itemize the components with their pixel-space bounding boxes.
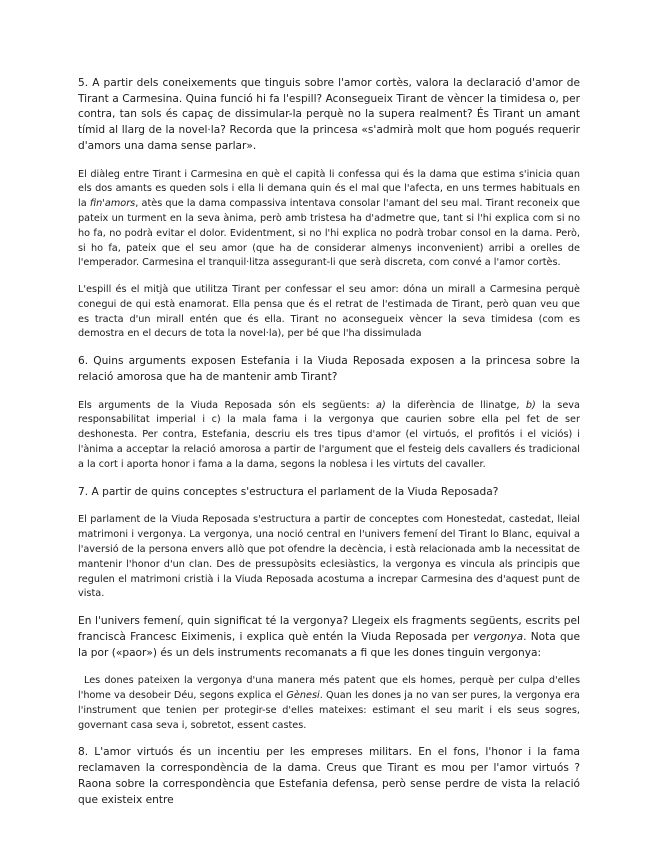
answer-5-term: fin'amors (89, 198, 136, 210)
question-8: 8. L'amor virtuós és un incentiu per les empreses militars. En el fons, l'honor i la fama reclamaven la correspondència de la dama. Creus que Tirant es mou per l'amor virtuós ? Raona sobre la correspondència que Estefania defensa, però sense perdre de vista la relació que existeix entre (78, 746, 580, 806)
answer-5-paragraph-2: L'espill és el mitjà que utilitza Tirant per confessar el seu amor: dóna un mirall a Carmesina perquè conegui de qui està enamorat. Ella pensa que és el retrat de l'estimada de Tirant, però quan veu que es tracta d'un mirall entén que és ella. Tirant no aconsegueix vèncer la seva timidesa (com es demostra en el decurs de tota la novel·la), per bé que l'ha dissimulada (78, 284, 580, 340)
quote-eiximenis (78, 674, 580, 733)
answer-6-text-2: la diferència de llinatge, (385, 399, 526, 411)
question-7b (78, 614, 580, 661)
document-page (78, 76, 580, 821)
question-7b-term: vergonya (473, 630, 524, 643)
answer-6 (78, 399, 580, 473)
answer-7: El parlament de la Viuda Reposada s'estructura a partir de conceptes com Honestedat, castedat, lleial matrimoni i vergonya. La vergonya, una noció central en l'univers femení del Tirant lo Blanc, equival a l'aversió de la persona envers allò que pot ofendre la decència, i està relacionada amb la necessitat de mantenir l'honor d'un clan. Des de pressupòsits eclesiàstics, la vergonya es vincula als principis que regulen el matrimoni cristià i la Viuda Reposada acostuma a increpar Carmesina des d'aquest punt de vista. (78, 514, 580, 600)
question-7: 7. A partir de quins conceptes s'estructura el parlament de la Viuda Reposada? (78, 485, 499, 498)
question-7b-text-a: En l'univers femení, quin significat té la vergonya? Llegeix els fragments següents, escrits pel franciscà Francesc Eiximenis, i explica què entén la Viuda Reposada per (78, 615, 580, 643)
answer-6-text-1: Els arguments de la Viuda Reposada són els següents: (78, 399, 377, 411)
answer-6-text-3: la seva responsabilitat imperial i c) la mala fama i la vergonya que caurien sobre ella pel fet de ser deshonesta. Per contra, Estefania, descriu els tres tipus d'amor (el virtuós, el profitós i el viciós) i l'ànima a acceptar la relació amorosa a partir de l'argument que el festeig dels cavallers és tradicional a la cort i aporta honor i fama a la dama, segons la noblesa i les virtuts del cavaller. (78, 399, 580, 470)
question-5: 5. A partir dels coneixements que tinguis sobre l'amor cortès, valora la declaració d'amor de Tirant a Carmesina. Quina funció hi fa l'espill? Aconsegueix Tirant de vèncer la timidesa o, per contra, tan sols és capaç de dissimular-la perquè no la supera realment? És Tirant un amant tímid al llarg de la novel·la? Recorda que la princesa «s'admirà molt que hom pogués requerir d'amors una dama sense parlar». (78, 77, 580, 152)
answer-5-text-b: , atès que la dama compassiva intentava consolar l'amant del seu mal. Tirant reconeix que pateix un turment en la seva ànima, però amb tristesa ha d'admetre que, tant si l'hi explica com si no ho fa, no podrà evitar el dolor. Evidentment, si no l'hi explica no podrà trobar consol en la dama. Però, si ho fa, pateix que el seu amor (que ha de considerar almenys inconvenient) arribi a orelles de l'emperador. Carmesina el tranquil·litza assegurant-li que serà discreta, com convé a l'amor cortès. (78, 198, 580, 269)
answer-6-marker-b: b) (525, 399, 536, 411)
quote-text-a: Les dones pateixen la vergonya d'una manera més patent que els homes, perquè per culpa d'elles l'home va desobeir Déu, segons explica el (78, 675, 580, 702)
question-6: 6. Quins arguments exposen Estefania i la Viuda Reposada exposen a la princesa sobre la relació amorosa que ha de mantenir amb Tirant? (78, 355, 580, 383)
question-7b-text-b: . Nota que la por («paor») és un dels instruments recomanats a fi que les dones tinguin vergonya: (78, 630, 580, 659)
answer-5-paragraph-1 (78, 168, 580, 272)
quote-term: Gènesi (286, 690, 320, 702)
answer-5-text-a: El diàleg entre Tirant i Carmesina en què el capità li confessa qui és la dama que estima s'inicia quan els dos amants es queden sols i ella li demana quin és el mal que l'afecta, en uns termes habituals en la (78, 168, 580, 210)
answer-6-marker-a: a) (376, 399, 386, 411)
quote-text-b: . Quan les dones ja no van ser pures, la vergonya era l'instrument que tenien per protegir-se d'elles mateixes: estimant el seu marit i els seus sogres, governant casa seva i, sobretot, essent castes. (78, 690, 580, 731)
